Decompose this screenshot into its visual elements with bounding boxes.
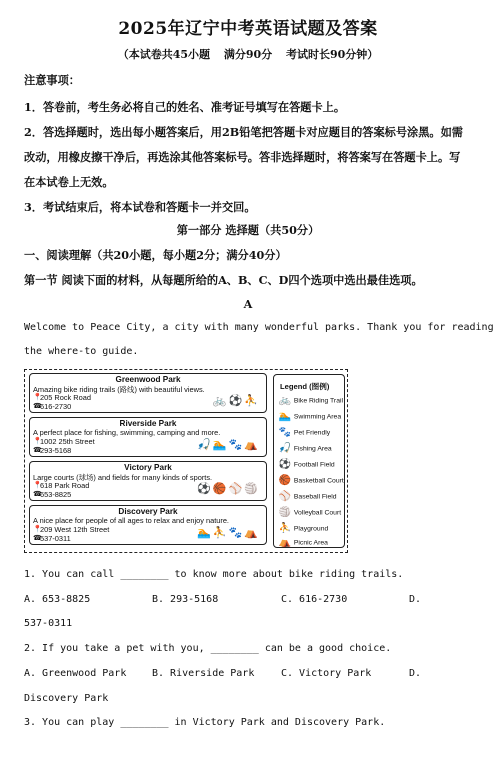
- question-1-option-d-text[interactable]: 537-0311: [24, 618, 73, 629]
- park-phone: 537-0311: [40, 534, 71, 543]
- volleyball-icon: 🏐: [278, 507, 292, 518]
- football-icon: ⚽: [278, 459, 292, 470]
- park-phone: 653-8825: [40, 490, 72, 499]
- question-1-option-a[interactable]: A. 653-8825: [24, 594, 91, 605]
- question-2-option-a[interactable]: A. Greenwood Park: [24, 668, 127, 679]
- question-1-option-b[interactable]: B. 293-5168: [152, 594, 219, 605]
- legend-item-fishing: 🎣 Fishing Area: [278, 443, 332, 454]
- bike-icon: 🚲: [278, 395, 292, 406]
- legend-title: Legend (图例): [280, 382, 330, 391]
- park-card-discovery: [29, 505, 267, 545]
- park-address: 1002 25th Street: [40, 437, 95, 446]
- park-name: Greenwood Park: [115, 375, 181, 384]
- park-phone: 293-5168: [40, 446, 72, 455]
- notes-heading: 注意事项：: [24, 73, 80, 87]
- park-description: Amazing bike riding trails (路线) with beautiful views.: [33, 385, 205, 394]
- legend-item-basketball: 🏀 Basketball Court: [278, 475, 344, 486]
- note-1: 1．答卷前，考生务必将自己的姓名、准考证号填写在答题卡上。: [24, 100, 346, 114]
- legend-item-pet: 🐾 Pet Friendly: [278, 427, 331, 438]
- note-3: 3．考试结束后，将本试卷和答题卡一并交回。: [24, 200, 256, 214]
- note-2-line1: 2．答选择题时，选出每小题答案后，用2B铅笔把答题卡对应题目的答案标号涂黑。如需: [24, 125, 463, 139]
- location-pin-icon: 📍: [33, 438, 42, 445]
- section-instructions: 第一节 阅读下面的材料，从每题所给的A、B、C、D四个选项中选出最佳选项。: [24, 273, 423, 287]
- baseball-icon: ⚾: [278, 491, 292, 502]
- phone-icon: ☎: [33, 535, 42, 542]
- question-2-stem: 2. If you take a pet with you, ________ can be a good choice.: [24, 643, 392, 654]
- park-facility-icons: ⚽🏀⚾🏐: [197, 483, 260, 495]
- park-description: A nice place for people of all ages to relax and enjoy nature.: [33, 516, 229, 525]
- swimming-icon: 🏊: [278, 411, 292, 422]
- basketball-icon: 🏀: [278, 475, 292, 486]
- note-2-line2: 改动，用橡皮擦干净后，再选涂其他答案标号。答非选择题时，将答案写在答题卡上。写: [24, 150, 461, 164]
- question-2-option-c[interactable]: C. Victory Park: [281, 668, 372, 679]
- question-1-option-d[interactable]: D.: [409, 594, 422, 605]
- park-address: 205 Rock Road: [40, 393, 91, 402]
- park-address: 618 Park Road: [40, 481, 90, 490]
- park-address: 209 West 12th Street: [40, 525, 110, 534]
- phone-icon: ☎: [33, 491, 42, 498]
- legend-item-volleyball: 🏐 Volleyball Court: [278, 507, 342, 518]
- picnic-icon: ⛺: [278, 537, 292, 548]
- park-card-victory: [29, 461, 267, 501]
- location-pin-icon: 📍: [33, 526, 42, 533]
- park-facility-icons: 🎣🏊🐾⛺: [197, 439, 260, 451]
- location-pin-icon: 📍: [33, 394, 42, 401]
- question-2-option-d[interactable]: D.: [409, 668, 422, 679]
- question-2-option-b[interactable]: B. Riverside Park: [152, 668, 255, 679]
- park-description: A perfect place for fishing, swimming, camping and more.: [33, 428, 221, 437]
- legend-item-football: ⚽ Football Field: [278, 459, 335, 470]
- park-facility-icons: 🚲⚽⛹: [212, 395, 260, 407]
- park-name: Victory Park: [124, 463, 172, 472]
- park-name: Riverside Park: [119, 419, 177, 428]
- question-2-option-d-text[interactable]: Discovery Park: [24, 693, 109, 704]
- phone-icon: ☎: [33, 403, 42, 410]
- passage-line-2: the where-to guide.: [24, 346, 139, 357]
- legend-item-playground: ⛹ Playground: [278, 523, 329, 534]
- passage-line-1: Welcome to Peace City, a city with many wonderful parks. Thank you for reading: [24, 322, 494, 333]
- part-1-heading: 第一部分 选择题（共50分）: [176, 223, 320, 237]
- location-pin-icon: 📍: [33, 482, 42, 489]
- phone-icon: ☎: [33, 447, 42, 454]
- exam-title: 2025年辽宁中考英语试题及答案: [118, 19, 378, 39]
- question-3-stem: 3. You can play ________ in Victory Park and Discovery Park.: [24, 717, 386, 728]
- question-1-option-c[interactable]: C. 616-2730: [281, 594, 348, 605]
- exam-subtitle: （本试卷共45小题 满分90分 考试时长90分钟）: [117, 48, 379, 61]
- legend-item-baseball: ⚾ Baseball Field: [278, 491, 337, 502]
- park-name: Discovery Park: [118, 507, 178, 516]
- park-description: Large courts (球场) and fields for many kinds of sports.: [33, 473, 213, 482]
- passage-letter: A: [243, 297, 253, 311]
- park-facility-icons: 🏊⛹🐾⛺: [197, 527, 260, 539]
- legend-item-swimming: 🏊 Swimming Area: [278, 411, 342, 422]
- legend-item-picnic: ⛺ Picnic Area: [278, 537, 328, 548]
- question-1-stem: 1. You can call ________ to know more about bike riding trails.: [24, 569, 404, 580]
- park-guide-map: [24, 369, 348, 553]
- park-card-greenwood: [29, 373, 267, 413]
- legend-item-bike: 🚲 Bike Riding Trail: [278, 395, 343, 406]
- pet-icon: 🐾: [278, 427, 292, 438]
- park-phone: 616-2730: [40, 402, 72, 411]
- section-heading: 一、阅读理解（共20小题，每小题2分；满分40分）: [24, 248, 287, 262]
- map-legend: [273, 374, 345, 548]
- note-2-line3: 在本试卷上无效。: [24, 175, 114, 189]
- playground-icon: ⛹: [278, 523, 292, 534]
- fishing-icon: 🎣: [278, 443, 292, 454]
- park-card-riverside: [29, 417, 267, 457]
